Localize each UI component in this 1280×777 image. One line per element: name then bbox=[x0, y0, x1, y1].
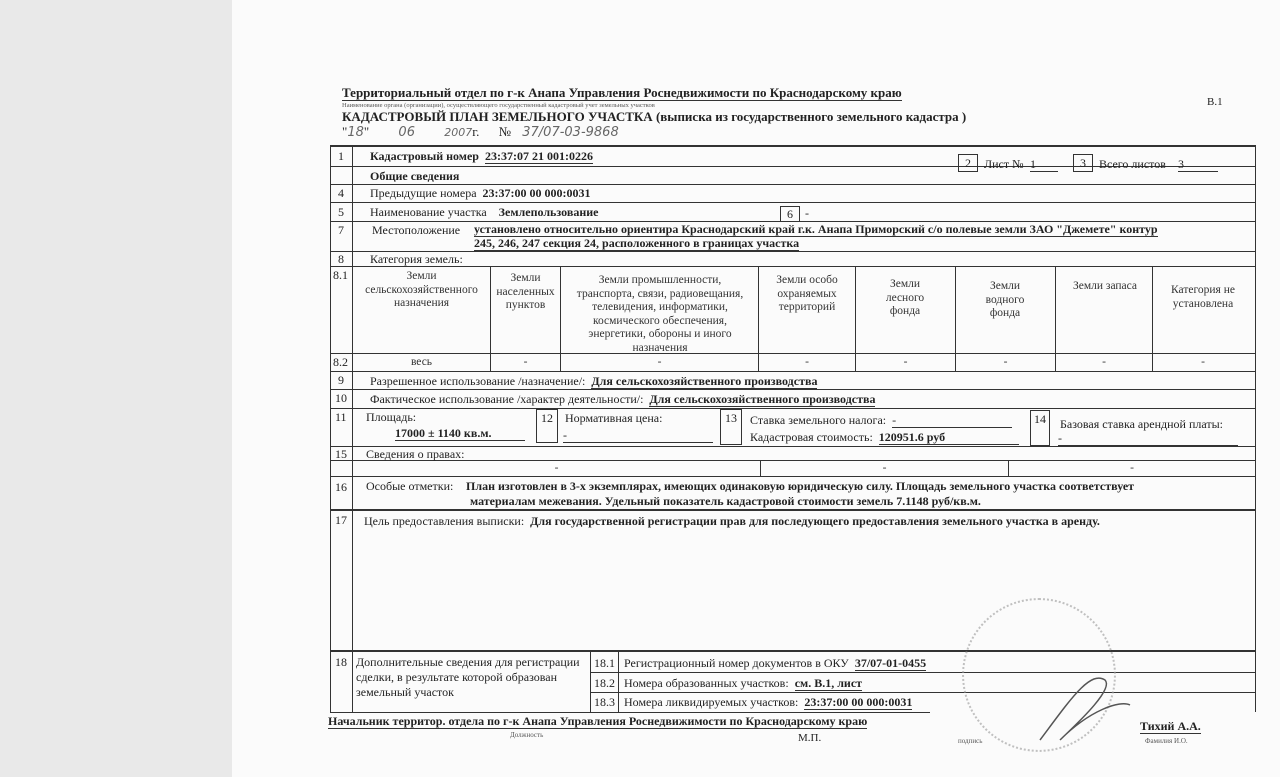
cadastral-number-row bbox=[370, 149, 593, 163]
category-value: - bbox=[523, 356, 528, 368]
category-header: Земли лесного фонда bbox=[885, 278, 925, 317]
category-value: - bbox=[1003, 356, 1008, 368]
actual-use-label: Фактическое использование /характер деятельности/: bbox=[370, 392, 644, 406]
location-line2: 245, 246, 247 секция 24, расположенного в границах участка bbox=[474, 236, 800, 250]
cell-num: 12 bbox=[536, 409, 558, 443]
cell-num: 6 bbox=[780, 206, 800, 222]
row-num: 18 bbox=[335, 655, 347, 669]
row-num: 1 bbox=[338, 149, 344, 163]
category-value: - bbox=[657, 356, 662, 368]
cell-num: 3 bbox=[1073, 154, 1093, 172]
special-notes-line1: План изготовлен в 3-х экземплярах, имеющих одинаковую юридическую силу. Площадь земельного участка соответствует bbox=[466, 479, 1135, 493]
rights-value: - bbox=[554, 462, 559, 474]
actual-use: Для сельскохозяйственного производства bbox=[649, 392, 876, 406]
row-num: 18.3 bbox=[594, 695, 615, 709]
sheet-label: Лист № bbox=[984, 157, 1024, 171]
plot-name: Землепользование bbox=[498, 205, 599, 219]
liquidated-plots-label: Номера ликвидируемых участков: bbox=[624, 695, 799, 709]
category-header: Земли водного фонда bbox=[985, 280, 1025, 319]
cadastral-value: 120951.6 руб bbox=[879, 430, 1019, 445]
signatory-position: Начальник территор. отдела по г-к Анапа Управления Роснедвижимости по Краснодарскому краю bbox=[328, 714, 868, 728]
rights-value: - bbox=[882, 462, 887, 474]
row-num: 8.1 bbox=[333, 268, 348, 282]
cell-num: 2 bbox=[958, 154, 978, 172]
category-value: - bbox=[805, 356, 809, 368]
date-line: "18" 06 2007г. № 37/07-03-9868 bbox=[342, 124, 619, 140]
plot-name-row bbox=[370, 205, 599, 219]
previous-numbers-row bbox=[370, 186, 591, 200]
category-value: - bbox=[1201, 356, 1205, 368]
special-notes-label: Особые отметки: bbox=[366, 479, 454, 493]
special-notes-line2: материалам межевания. Удельный показатель кадастровой стоимости земель 7.1148 руб/кв.м. bbox=[470, 494, 981, 508]
tax-rate-label: Ставка земельного налога: bbox=[750, 413, 887, 427]
rights-value: - bbox=[1130, 462, 1134, 474]
formed-plots-row bbox=[624, 676, 862, 690]
category-header: Земли сельскохозяйственного назначения bbox=[365, 270, 478, 309]
plot-name-label: Наименование участка bbox=[370, 205, 487, 219]
row-num: 8.2 bbox=[333, 355, 348, 369]
section-general: Общие сведения bbox=[370, 169, 460, 183]
liquidated-plots-row bbox=[624, 695, 912, 709]
rent-rate-label: Базовая ставка арендной платы: bbox=[1060, 417, 1224, 431]
formed-plots-label: Номера образованных участков: bbox=[624, 676, 789, 690]
row-num: 17 bbox=[335, 513, 347, 527]
liquidated-plots: 23:37:00 00 000:0031 bbox=[804, 695, 913, 709]
cell-num: 13 bbox=[720, 409, 742, 445]
normative-price: - bbox=[563, 428, 713, 443]
row-num: 16 bbox=[335, 480, 347, 494]
total-sheets-label: Всего листов bbox=[1099, 157, 1166, 171]
signature-caption: подпись bbox=[958, 737, 983, 745]
previous-numbers: 23:37:00 00 000:0031 bbox=[482, 186, 591, 200]
row-num: 5 bbox=[338, 205, 344, 219]
row-num: 18.1 bbox=[594, 656, 615, 670]
area-label: Площадь: bbox=[366, 410, 417, 424]
date-month: 06 bbox=[398, 125, 415, 140]
signature-icon bbox=[1030, 660, 1140, 750]
seal-place: М.П. bbox=[798, 732, 822, 744]
purpose-value: Для государственной регистрации прав для последующего предоставления земельного участка в аренду. bbox=[530, 514, 1100, 528]
year-suffix: г. bbox=[472, 124, 480, 139]
formed-plots: см. В.1, лист bbox=[794, 676, 863, 690]
tax-rate-row bbox=[750, 413, 1012, 428]
location-label: Местоположение bbox=[372, 223, 461, 237]
row-num: 9 bbox=[338, 373, 344, 387]
additional-info-label: сделки, в результате которой образован bbox=[356, 670, 558, 684]
row-num: 4 bbox=[338, 186, 344, 200]
category-header: Земли промышленности, транспорта, связи, радиовещания, телевидения, информатики, космического обеспечения, энергетики, обороны и иного назначения bbox=[576, 274, 744, 354]
category-header: Земли запаса bbox=[1073, 280, 1138, 292]
rights-label: Сведения о правах: bbox=[366, 447, 465, 461]
number-label: № bbox=[498, 124, 511, 139]
registration-number: 37/07-01-0455 bbox=[854, 656, 927, 670]
name-caption: Фамилия И.О. bbox=[1145, 737, 1188, 745]
category-header: Земли населенных пунктов bbox=[496, 272, 555, 311]
registration-number-label: Регистрационный номер документов в ОКУ bbox=[624, 656, 849, 670]
position-caption: Должность bbox=[510, 731, 544, 739]
org-caption: Наименование органа (организации), осуществляющего государственный кадастровый учет земельных участков bbox=[342, 102, 655, 109]
row-num: 8 bbox=[338, 252, 344, 266]
tax-rate: - bbox=[892, 413, 1012, 428]
normative-price-label: Нормативная цена: bbox=[565, 411, 663, 425]
cell-6-value: - bbox=[805, 206, 809, 220]
row-num: 10 bbox=[335, 391, 347, 405]
area-value: 17000 ± 1140 кв.м. bbox=[395, 426, 525, 441]
category-value: - bbox=[903, 356, 908, 368]
actual-use-row bbox=[370, 392, 875, 406]
cadastral-number: 23:37:07 21 001:0226 bbox=[484, 149, 593, 163]
category-value: - bbox=[1102, 356, 1106, 368]
row-num: 15 bbox=[335, 447, 347, 461]
date-day: 18 bbox=[347, 125, 364, 140]
cadastral-value-label: Кадастровая стоимость: bbox=[750, 430, 873, 444]
land-category-label: Категория земель: bbox=[370, 252, 463, 266]
document-title: КАДАСТРОВЫЙ ПЛАН ЗЕМЕЛЬНОГО УЧАСТКА (выписка из государственного земельного кадастра ) bbox=[342, 109, 967, 124]
org-name: Территориальный отдел по г-к Анапа Управления Роснедвижимости по Краснодарскому краю bbox=[342, 85, 902, 100]
cadastral-number-label: Кадастровый номер bbox=[370, 149, 479, 163]
previous-numbers-label: Предыдущие номера bbox=[370, 186, 477, 200]
cadastral-value-row bbox=[750, 430, 1019, 445]
total-sheets: 3 bbox=[1178, 157, 1218, 172]
row-num: 7 bbox=[338, 223, 344, 237]
cell-num: 14 bbox=[1030, 410, 1050, 446]
additional-info-label: Дополнительные сведения для регистрации bbox=[356, 655, 580, 669]
permitted-use-row bbox=[370, 374, 817, 388]
date-year: 2007 bbox=[444, 126, 473, 139]
document-number: 37/07-03-9868 bbox=[522, 125, 619, 140]
location-line1: установлено относительно ориентира Краснодарский край г.к. Анапа Приморский с/о полевые земли ЗАО "Джемете" контур bbox=[474, 222, 1158, 236]
sheet-number: 1 bbox=[1030, 157, 1058, 172]
purpose-row bbox=[364, 514, 1100, 528]
additional-info-label: земельный участок bbox=[356, 685, 454, 699]
row-num: 18.2 bbox=[594, 676, 615, 690]
purpose-label: Цель предоставления выписки: bbox=[364, 514, 525, 528]
form-code: В.1 bbox=[1207, 96, 1223, 108]
permitted-use: Для сельскохозяйственного производства bbox=[591, 374, 818, 388]
registration-number-row bbox=[624, 656, 926, 670]
rent-rate: - bbox=[1058, 431, 1238, 446]
category-value: весь bbox=[410, 356, 433, 368]
row-num: 11 bbox=[335, 410, 347, 424]
category-header: Земли особо охраняемых территорий bbox=[776, 274, 838, 313]
category-header: Категория не установлена bbox=[1171, 284, 1235, 310]
permitted-use-label: Разрешенное использование /назначение/: bbox=[370, 374, 586, 388]
signatory-name: Тихий А.А. bbox=[1140, 719, 1201, 733]
